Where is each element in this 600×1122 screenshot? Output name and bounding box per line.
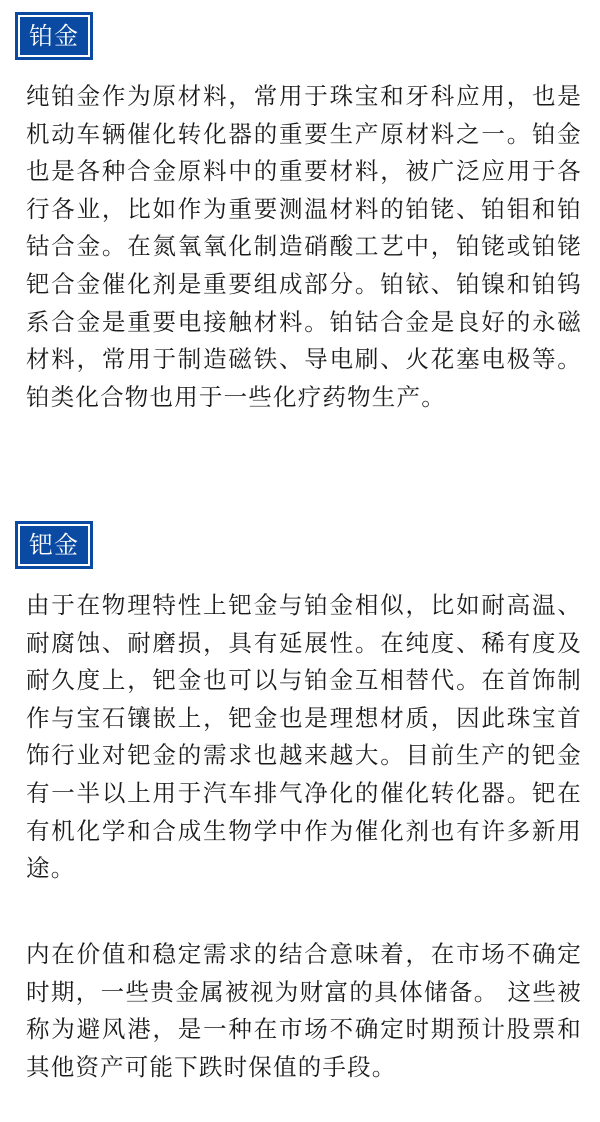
paragraph: 由于在物理特性上钯金与铂金相似，比如耐高温、耐腐蚀、耐磨损，具有延展性。在纯度、稀有度及耐久度上，钯金也可以与铂金互相替代。在首饰制作与宝石镶嵌上，钯金也是理想材质，因此珠宝首饰行业对钯金的需求也越来越大。目前生产的钯金有一半以上用于汽车排气净化的催化转化器。钯在有机化学和合成生物学中作为催化剂也有许多新用途。: [26, 591, 582, 883]
section-title-tag: [15, 521, 93, 569]
section-title: 铂金: [18, 15, 90, 57]
paragraph: 内在价值和稳定需求的结合意味着，在市场不确定时期，一些贵金属被视为财富的具体储备。 这些被称为避风港，是一种在市场不确定时期预计股票和其他资产可能下跌时保值的手段。: [26, 940, 582, 1081]
paragraph: 纯铂金作为原材料，常用于珠宝和牙科应用，也是机动车辆催化转化器的重要生产原材料之一。铂金也是各种合金原料中的重要材料，被广泛应用于各行各业，比如作为重要测温材料的铂铑、铂钼和铂钴合金。在氮氧氧化制造硝酸工艺中，铂铑或铂铑钯合金催化剂是重要组成部分。铂铱、铂镍和铂钨系合金是重要电接触材料。铂钴合金是良好的永磁材料，常用于制造磁铁、导电刷、火花塞电极等。 铂类化合物也用于一些化疗药物生产。: [26, 82, 582, 411]
section-title: 钯金: [18, 524, 90, 566]
section-title-tag: [15, 12, 93, 60]
